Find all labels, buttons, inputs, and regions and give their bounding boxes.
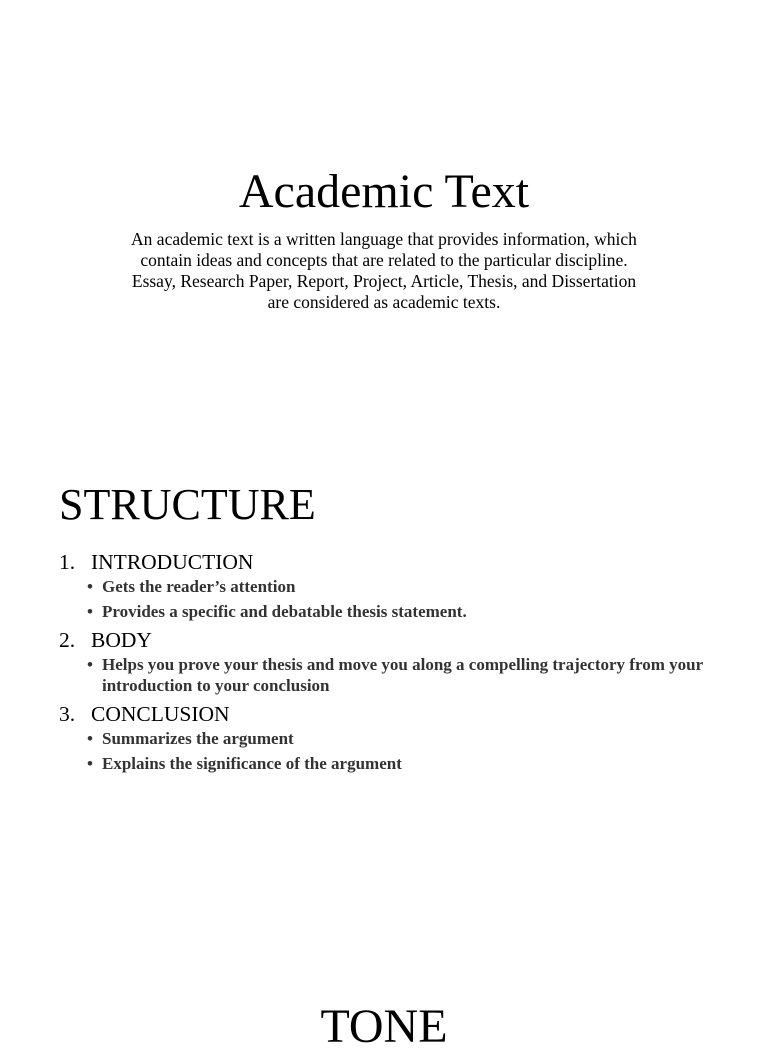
- section-title: STRUCTURE: [59, 480, 316, 529]
- bullet-dot-icon: •: [87, 602, 93, 621]
- bullet-list: [59, 654, 719, 696]
- structure-item-introduction: [59, 548, 719, 622]
- bullet-text: Explains the significance of the argument: [102, 754, 402, 773]
- structure-item-conclusion: [59, 700, 719, 774]
- bullet-text: Gets the reader’s attention: [102, 577, 296, 596]
- structure-item-heading: [59, 700, 719, 728]
- item-number: 3.: [59, 702, 76, 726]
- bullet-dot-icon: •: [87, 754, 93, 773]
- structure-item-body: [59, 626, 719, 696]
- bullet-item: [87, 753, 719, 774]
- bullet-item: [87, 728, 719, 749]
- item-number: 1.: [59, 550, 76, 574]
- intro-line: are considered as academic texts.: [267, 292, 501, 312]
- bullet-dot-icon: •: [87, 729, 93, 748]
- intro-line: contain ideas and concepts that are related to the particular discipline.: [140, 250, 628, 270]
- bullet-item: [87, 576, 719, 597]
- slide-title: TONE: [320, 1000, 448, 1053]
- item-number: 2.: [59, 628, 76, 652]
- intro-line: An academic text is a written language that provides information, which: [131, 229, 637, 249]
- slide-academic-text: [0, 0, 768, 384]
- structure-item-heading: [59, 626, 719, 654]
- bullet-text: Helps you prove your thesis and move you along a compelling trajectory from your introduction to your conclusion: [102, 655, 703, 695]
- bullet-list: [59, 576, 719, 622]
- structure-list: [59, 548, 719, 778]
- bullet-text: Provides a specific and debatable thesis statement.: [102, 602, 467, 621]
- bullet-text: Summarizes the argument: [102, 729, 294, 748]
- slide-title: Academic Text: [238, 165, 530, 218]
- intro-line: Essay, Research Paper, Report, Project, Article, Thesis, and Dissertation: [131, 271, 637, 291]
- item-label: CONCLUSION: [91, 702, 230, 726]
- slide-tone: [0, 960, 768, 1053]
- slide-structure: [0, 384, 768, 960]
- item-label: INTRODUCTION: [91, 550, 254, 574]
- bullet-dot-icon: •: [87, 655, 93, 674]
- item-label: BODY: [91, 628, 152, 652]
- structure-item-heading: [59, 548, 719, 576]
- bullet-item: [87, 654, 719, 696]
- bullet-item: [87, 601, 719, 622]
- intro-paragraph: [99, 229, 669, 313]
- bullet-list: [59, 728, 719, 774]
- bullet-dot-icon: •: [87, 577, 93, 596]
